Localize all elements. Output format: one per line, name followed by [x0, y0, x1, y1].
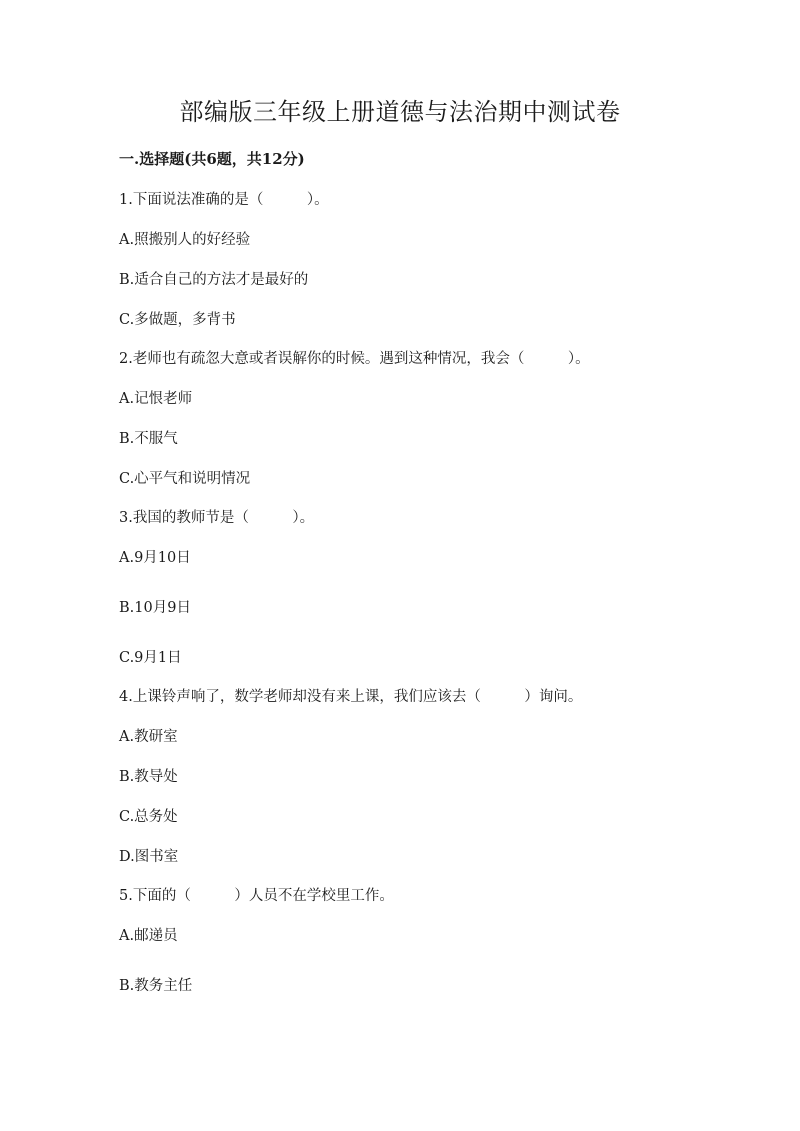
question-1-stem: 1.下面说法准确的是（ ）。 — [119, 192, 329, 208]
question-4-option-d: D.图书室 — [119, 849, 179, 865]
section-header: 一.选择题(共6题，共12分) — [119, 150, 305, 168]
question-1-option-b: B.适合自己的方法才是最好的 — [119, 272, 309, 288]
question-3-option-c: C.9月1日 — [119, 650, 182, 666]
question-2-option-b: B.不服气 — [119, 431, 178, 447]
question-2-option-a: A.记恨老师 — [119, 391, 193, 407]
question-4-option-a: A.教研室 — [119, 729, 178, 745]
question-2-option-c: C.心平气和说明情况 — [119, 471, 251, 487]
question-4-option-b: B.教导处 — [119, 769, 178, 785]
question-5-option-b: B.教务主任 — [119, 978, 193, 994]
question-2-stem: 2.老师也有疏忽大意或者误解你的时候。遇到这种情况，我会（ ）。 — [119, 351, 590, 367]
question-4-option-c: C.总务处 — [119, 809, 178, 825]
question-4-stem: 4.上课铃声响了，数学老师却没有来上课，我们应该去（ ）询问。 — [119, 689, 583, 705]
question-3-stem: 3.我国的教师节是（ ）。 — [119, 510, 315, 526]
question-3-option-b: B.10月9日 — [119, 600, 191, 616]
question-5-option-a: A.邮递员 — [119, 928, 178, 944]
question-3-option-a: A.9月10日 — [119, 550, 191, 566]
question-1-option-c: C.多做题，多背书 — [119, 312, 236, 328]
question-1-option-a: A.照搬别人的好经验 — [119, 232, 251, 248]
page-title: 部编版三年级上册道德与法治期中测试卷 — [179, 98, 621, 126]
question-5-stem: 5.下面的（ ）人员不在学校里工作。 — [119, 888, 394, 904]
